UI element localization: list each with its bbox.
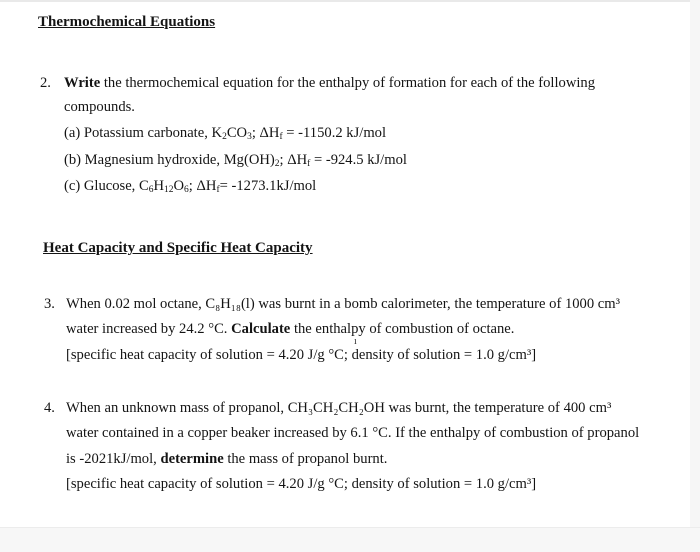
question-2-verb: Write	[64, 75, 101, 91]
question-2-item-b: (b) Magnesium hydroxide, $Mg(OH)_2$; $\Delta H_f = -924.5$ kJ/mol	[64, 152, 407, 169]
question-2-stem-cont: compounds.	[64, 99, 135, 115]
question-2-item-c: (c) Glucose, $C_6H_{12}O_6$; $\Delta H_f= -1273.1kJ/mol$	[64, 178, 317, 195]
question-4-line-4: [specific heat capacity of solution = 4.20 J/g °C; density of solution = 1.0 g/cm³]	[66, 476, 537, 492]
question-4-line-1: When an unknown mass of propanol, CH₃CH₂CH₂OH was burnt, the temperature of 400 cm³	[66, 400, 612, 416]
top-border	[0, 0, 700, 2]
question-4-verb: determine	[160, 451, 224, 467]
question-4-line-2: water contained in a copper beaker increased by 6.1 °C. If the enthalpy of combustion of propanol	[66, 425, 640, 441]
question-3-number: 3.	[44, 296, 55, 312]
question-3-line-3: [specific heat capacity of solution = 4.20 J/g °C; density of solution = 1.0 g/cm³]	[66, 347, 537, 363]
question-4-number: 4.	[44, 400, 55, 416]
bottom-strip	[0, 527, 700, 552]
question-2-stem-text: the thermochemical equation for the enthalpy of formation for each of the following	[100, 75, 596, 91]
question-4-line-3: is -2021kJ/mol, determine the mass of propanol burnt.	[66, 451, 388, 467]
stray-mark: ı	[354, 336, 357, 347]
question-2-stem	[64, 75, 595, 92]
section-heading-thermochemical: Thermochemical Equations	[38, 14, 216, 30]
question-3-line-2: water increased by 24.2 °C. Calculate the enthalpy of combustion of octane.	[66, 321, 515, 337]
question-3-line-1: When 0.02 mol octane, C₈H₁₈(l) was burnt in a bomb calorimeter, the temperature of 1000 cm³	[66, 296, 620, 312]
question-2-number: 2.	[40, 75, 51, 91]
right-scroll-edge	[690, 0, 700, 552]
section-heading-heat-capacity: Heat Capacity and Specific Heat Capacity	[43, 240, 313, 256]
question-3-verb: Calculate	[231, 321, 291, 337]
question-2-item-a: (a) Potassium carbonate, $K_2CO_3$; $\Delta H_f = -1150.2$ kJ/mol	[64, 125, 387, 142]
